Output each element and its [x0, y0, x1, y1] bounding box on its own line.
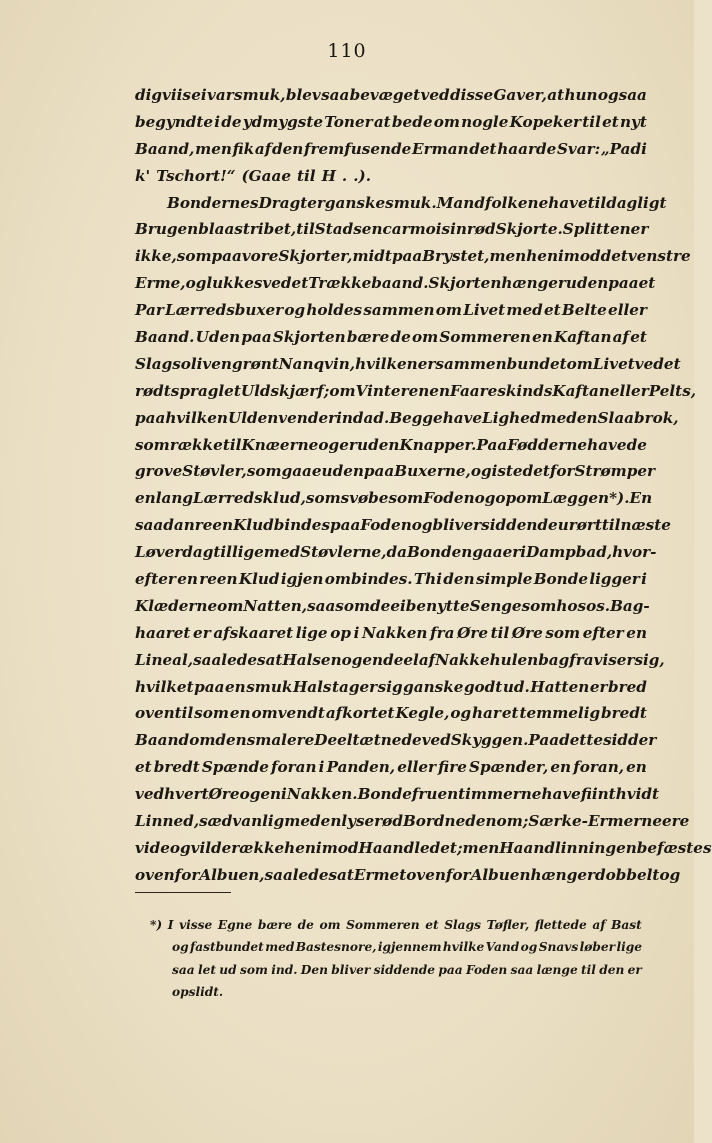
text-line: efter en reen Klud igjen ombindes. Thi den simple Bonde ligger i	[135, 570, 647, 589]
text-line: oventil som en omvendt afkortet Kegle, og har et temmelig bredt	[135, 704, 647, 723]
text-line: Brug en blaastribet, til Stads en carmoisinrød Skjorte. Splitten er	[135, 220, 649, 239]
text-line: Bondernes Dragt er ganske smuk. Mandfolkene have til dagligt	[167, 193, 667, 212]
footnote-separator	[135, 892, 231, 893]
text-line: rødt spraglet Uldskjærf; om Vinteren en Faareskinds Kaftan eller Pelts,	[135, 381, 697, 400]
text-line: ikke, som paa vore Skjorter, midt paa Brystet, men henimod det venstre	[135, 247, 691, 266]
footnote-line: saa let ud som ind. Den bliver siddende paa Foden saa længe til den er	[172, 962, 642, 977]
text-line: Slags olivengrønt Nanqvin, hvilken er sammenbundet om Livet ved et	[135, 354, 681, 373]
text-line: et bredt Spænde foran i Panden, eller fire Spænder, en foran, en	[135, 758, 647, 777]
text-line: Løverdag tilligemed Støvlerne, da Bonden gaaer i Dampbad, hvor-	[135, 543, 657, 562]
text-line: Erme, og lukkes ved et Trækkebaand. Skjorten hænger udenpaa et	[135, 274, 656, 293]
text-line: Baand om den smalere Deel tæt nede ved Skyggen. Paa dette sidder	[135, 731, 657, 750]
text-line: Par Lærredsbuxer og holdes sammen om Livet med et Belte eller	[135, 301, 647, 320]
footnote	[150, 914, 642, 1003]
text-line: Klæderne om Natten, saasom de ei benytte Senge som hos os. Bag-	[135, 596, 650, 615]
text-line: hvilket paa en smuk Hals tager sig ganske godt ud. Hatten er bred	[135, 677, 647, 696]
body-text	[135, 82, 712, 889]
footnote-line: *) I visse Egne bære de om Sommeren et Slags Tøfler, flettede af Bast	[150, 918, 642, 932]
page-number: 110	[327, 40, 367, 62]
text-line: Baand, men fik af den fremfusende Erman det haarde Svar: „Padi	[135, 139, 647, 158]
footnote-line: opslidt.	[172, 984, 224, 999]
footnote-line: og fastbundet med Bastesnore, igjennem hvilke Vand og Snavs løber lige	[172, 940, 642, 955]
text-line: Baand. Uden paa Skjorten bære de om Sommeren en Kaftan af et	[135, 328, 647, 347]
text-line: ovenfor Albuen, saaledes at Ermet ovenfor Albuen hænger dobbelt og	[135, 865, 681, 884]
text-line: som række til Knæerne og er uden Knapper. Paa Fødderne have de	[135, 435, 647, 454]
text-line: Lineal, saaledes at Halsen og endeel af Nakkehulen bagfra viser sig,	[135, 650, 665, 669]
text-line: paa hvilken Ulden vender indad. Begge have Lighed med en Slaabrok,	[135, 408, 679, 427]
text-line: grove Støvler, som gaae uden paa Buxerne, og istedetfor Strømper	[135, 462, 656, 481]
text-line: ved hvert Øre og en i Nakken. Bondefruentimmerne have fiint hvidt	[135, 785, 659, 804]
text-line: digviis ei var smuk, blev saa bevæget ved disse Gaver, at hun ogsaa	[135, 86, 647, 104]
text-line: Linned, sædvanlig med en lyserød Bord nedenom; Særke-Ermerne ere	[135, 812, 690, 831]
text-line: en lang Lærredsklud, som svøbes om Foden og op om Læggen *). En	[135, 489, 653, 508]
text-line: k' Tschort!“ (Gaae til H . .).	[135, 166, 371, 185]
text-line: begyndte i de ydmygste Toner at bede om nogle Kopeker til et nyt	[135, 112, 647, 131]
text-line: saadan reen Klud bindes paa Foden og bliver siddende urørt til næste	[135, 516, 671, 535]
text-line: haaret er afskaaret lige op i Nakken fra Øre til Øre som efter en	[135, 623, 647, 642]
text-line: vide og vilde række henimod Haandledet; men Haandlinningen befæstes	[135, 838, 712, 857]
